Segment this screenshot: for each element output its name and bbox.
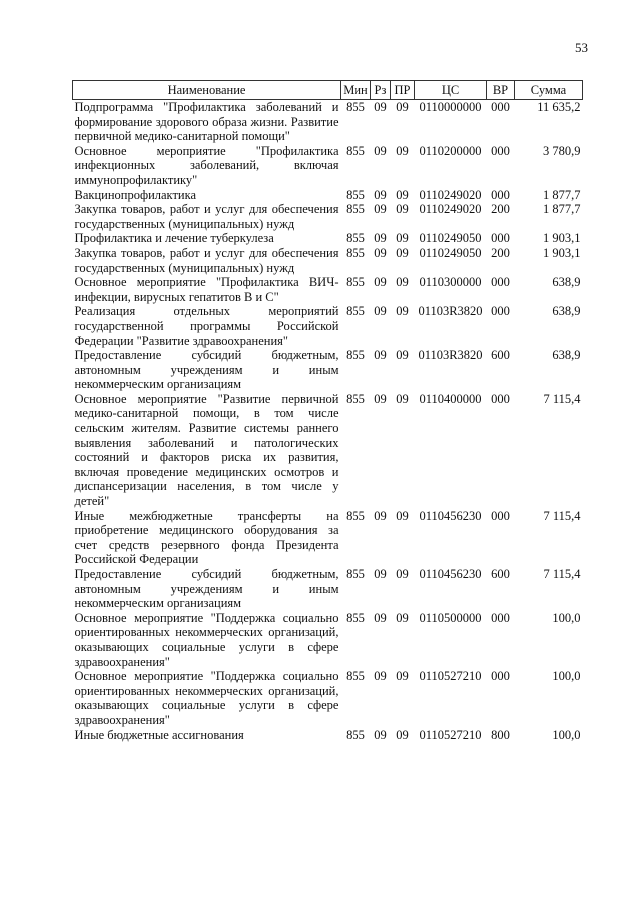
- page-number: 53: [575, 40, 588, 55]
- cell-rz: 09: [374, 275, 387, 290]
- cell-name: Основное мероприятие "Профилактика инфекционных заболеваний, включая иммунопрофилактику": [74, 143, 339, 187]
- table-row: [73, 567, 583, 611]
- cell-sum: 7 115,4: [543, 391, 581, 406]
- header-vr: ВР: [487, 81, 515, 100]
- cell-name: Вакцинопрофилактика: [74, 187, 197, 202]
- cell-cs: 0110527210: [419, 669, 482, 684]
- header-cs: ЦС: [415, 81, 487, 100]
- cell-name: Реализация отдельных мероприятий государственной программы Российской Федерации "Развитие здравоохранения": [74, 304, 339, 348]
- cell-name: Основное мероприятие "Поддержка социально ориентированных некоммерческих организаций, оказывающих социальные услуги в сфере здравоохранения": [74, 669, 339, 727]
- cell-cs: 0110249050: [419, 231, 482, 246]
- cell-cs: 01103R3820: [418, 304, 483, 319]
- cell-sum: 100,0: [552, 610, 581, 625]
- cell-vr: 000: [491, 610, 510, 625]
- cell-cs: 0110456230: [419, 567, 482, 581]
- cell-rz: 09: [374, 187, 387, 202]
- cell-cs: 0110456230: [419, 508, 482, 523]
- cell-pr: 09: [396, 304, 409, 319]
- table-row: [73, 509, 583, 567]
- cell-min: 855: [346, 202, 365, 217]
- cell-pr: 09: [396, 245, 409, 260]
- cell-min: 855: [346, 245, 365, 260]
- table-row: [73, 202, 583, 231]
- cell-name: Основное мероприятие "Профилактика ВИЧ-инфекции, вирусных гепатитов В и С": [74, 275, 339, 304]
- cell-min: 855: [346, 508, 365, 523]
- cell-pr: 09: [396, 275, 409, 290]
- header-rz: Рз: [371, 81, 391, 100]
- header-sum: Сумма: [515, 81, 583, 100]
- cell-min: 855: [346, 231, 365, 246]
- cell-sum: 1 877,7: [543, 187, 581, 202]
- cell-min: 855: [346, 348, 365, 363]
- table-row: [73, 348, 583, 392]
- cell-cs: 0110249050: [419, 245, 482, 260]
- cell-sum: 3 780,9: [543, 143, 581, 158]
- cell-vr: 000: [491, 508, 510, 523]
- cell-rz: 09: [374, 669, 387, 684]
- cell-pr: 09: [396, 100, 409, 114]
- cell-sum: 100,0: [552, 727, 581, 742]
- cell-pr: 09: [396, 202, 409, 217]
- table-row: [73, 231, 583, 246]
- cell-name: Предоставление субсидий бюджетным, автономным учреждениям и иным некоммерческим организациям: [74, 348, 339, 392]
- cell-rz: 09: [374, 231, 387, 246]
- cell-name: Профилактика и лечение туберкулеза: [74, 231, 274, 246]
- cell-vr: 000: [491, 143, 510, 158]
- cell-name: Закупка товаров, работ и услуг для обеспечения государственных (муниципальных) нужд: [74, 245, 339, 275]
- table-row: [73, 728, 583, 743]
- cell-rz: 09: [374, 610, 387, 625]
- cell-name: Основное мероприятие "Поддержка социально ориентированных некоммерческих организаций, оказывающих социальные услуги в сфере здравоохранения": [74, 610, 339, 669]
- cell-min: 855: [346, 100, 365, 114]
- header-name: Наименование: [73, 81, 341, 100]
- cell-cs: 0110300000: [419, 275, 482, 290]
- cell-name: Подпрограмма "Профилактика заболеваний и формирование здорового образа жизни. Развитие первичной медико-санитарной помощи": [74, 100, 339, 144]
- cell-rz: 09: [374, 567, 387, 581]
- cell-rz: 09: [374, 202, 387, 217]
- cell-vr: 000: [491, 231, 510, 246]
- cell-min: 855: [346, 143, 365, 158]
- cell-min: 855: [346, 669, 365, 684]
- cell-min: 855: [346, 610, 365, 625]
- cell-cs: 01103R3820: [418, 348, 483, 363]
- cell-cs: 0110200000: [419, 143, 482, 158]
- cell-pr: 09: [396, 391, 409, 406]
- cell-sum: 1 903,1: [543, 245, 581, 260]
- cell-sum: 638,9: [552, 304, 581, 319]
- header-pr: ПР: [391, 81, 415, 100]
- table-row: [73, 392, 583, 509]
- table-row: [73, 144, 583, 188]
- cell-sum: 7 115,4: [543, 567, 581, 581]
- table-row: [73, 611, 583, 669]
- table-row: [73, 304, 583, 348]
- cell-rz: 09: [374, 143, 387, 158]
- cell-name: Основное мероприятие "Развитие первичной медико-санитарной помощи, в том числе сельским жителям. Развитие системы раннего выявления заболеваний и патологических состояний и факторов риска их развития, включая проведение медицинских осмотров и диспансеризации населения, в том числе у детей": [74, 391, 339, 509]
- cell-pr: 09: [396, 567, 409, 581]
- cell-rz: 09: [374, 245, 387, 260]
- cell-vr: 000: [491, 669, 510, 684]
- cell-sum: 638,9: [552, 348, 581, 363]
- cell-rz: 09: [374, 304, 387, 319]
- cell-pr: 09: [396, 610, 409, 625]
- cell-pr: 09: [396, 187, 409, 202]
- cell-min: 855: [346, 187, 365, 202]
- cell-vr: 200: [491, 245, 510, 260]
- cell-name: Иные межбюджетные трансферты на приобретение медицинского оборудования за счет средств резервного фонда Президента Российской Федерации: [74, 508, 339, 567]
- table-row: [73, 669, 583, 727]
- cell-vr: 200: [491, 202, 510, 217]
- cell-cs: 0110000000: [419, 100, 482, 114]
- table-row: [73, 275, 583, 304]
- cell-vr: 600: [491, 348, 510, 363]
- cell-name: Закупка товаров, работ и услуг для обеспечения государственных (муниципальных) нужд: [74, 202, 339, 231]
- cell-pr: 09: [396, 143, 409, 158]
- cell-sum: 100,0: [552, 669, 581, 684]
- budget-table: [72, 80, 583, 742]
- cell-vr: 000: [491, 275, 510, 290]
- cell-rz: 09: [374, 508, 387, 523]
- table-row: [73, 100, 583, 144]
- cell-pr: 09: [396, 348, 409, 363]
- cell-pr: 09: [396, 669, 409, 684]
- cell-pr: 09: [396, 231, 409, 246]
- table-body: [73, 100, 583, 743]
- cell-vr: 000: [491, 304, 510, 319]
- cell-rz: 09: [374, 348, 387, 363]
- table-row: [73, 246, 583, 275]
- cell-min: 855: [346, 391, 365, 406]
- cell-pr: 09: [396, 508, 409, 523]
- cell-cs: 0110249020: [419, 202, 482, 217]
- cell-vr: 600: [491, 567, 510, 581]
- cell-rz: 09: [374, 100, 387, 114]
- cell-cs: 0110527210: [419, 727, 482, 742]
- cell-vr: 000: [491, 391, 510, 406]
- header-min: Мин: [341, 81, 371, 100]
- cell-vr: 000: [491, 187, 510, 202]
- cell-cs: 0110400000: [419, 391, 482, 406]
- cell-sum: 11 635,2: [537, 100, 581, 114]
- cell-sum: 7 115,4: [543, 508, 581, 523]
- cell-min: 855: [346, 567, 365, 581]
- cell-sum: 638,9: [552, 275, 581, 290]
- cell-sum: 1 903,1: [543, 231, 581, 246]
- cell-rz: 09: [374, 391, 387, 406]
- cell-name: Иные бюджетные ассигнования: [74, 727, 244, 742]
- cell-min: 855: [346, 727, 365, 742]
- cell-pr: 09: [396, 727, 409, 742]
- cell-rz: 09: [374, 727, 387, 742]
- cell-min: 855: [346, 304, 365, 319]
- cell-sum: 1 877,7: [543, 202, 581, 217]
- cell-cs: 0110500000: [419, 610, 482, 625]
- cell-cs: 0110249020: [419, 187, 482, 202]
- table-header-row: [73, 81, 583, 100]
- table-row: [73, 188, 583, 203]
- cell-vr: 000: [491, 100, 510, 114]
- cell-name: Предоставление субсидий бюджетным, автономным учреждениям и иным некоммерческим организациям: [74, 567, 339, 611]
- cell-vr: 800: [491, 727, 510, 742]
- cell-min: 855: [346, 275, 365, 290]
